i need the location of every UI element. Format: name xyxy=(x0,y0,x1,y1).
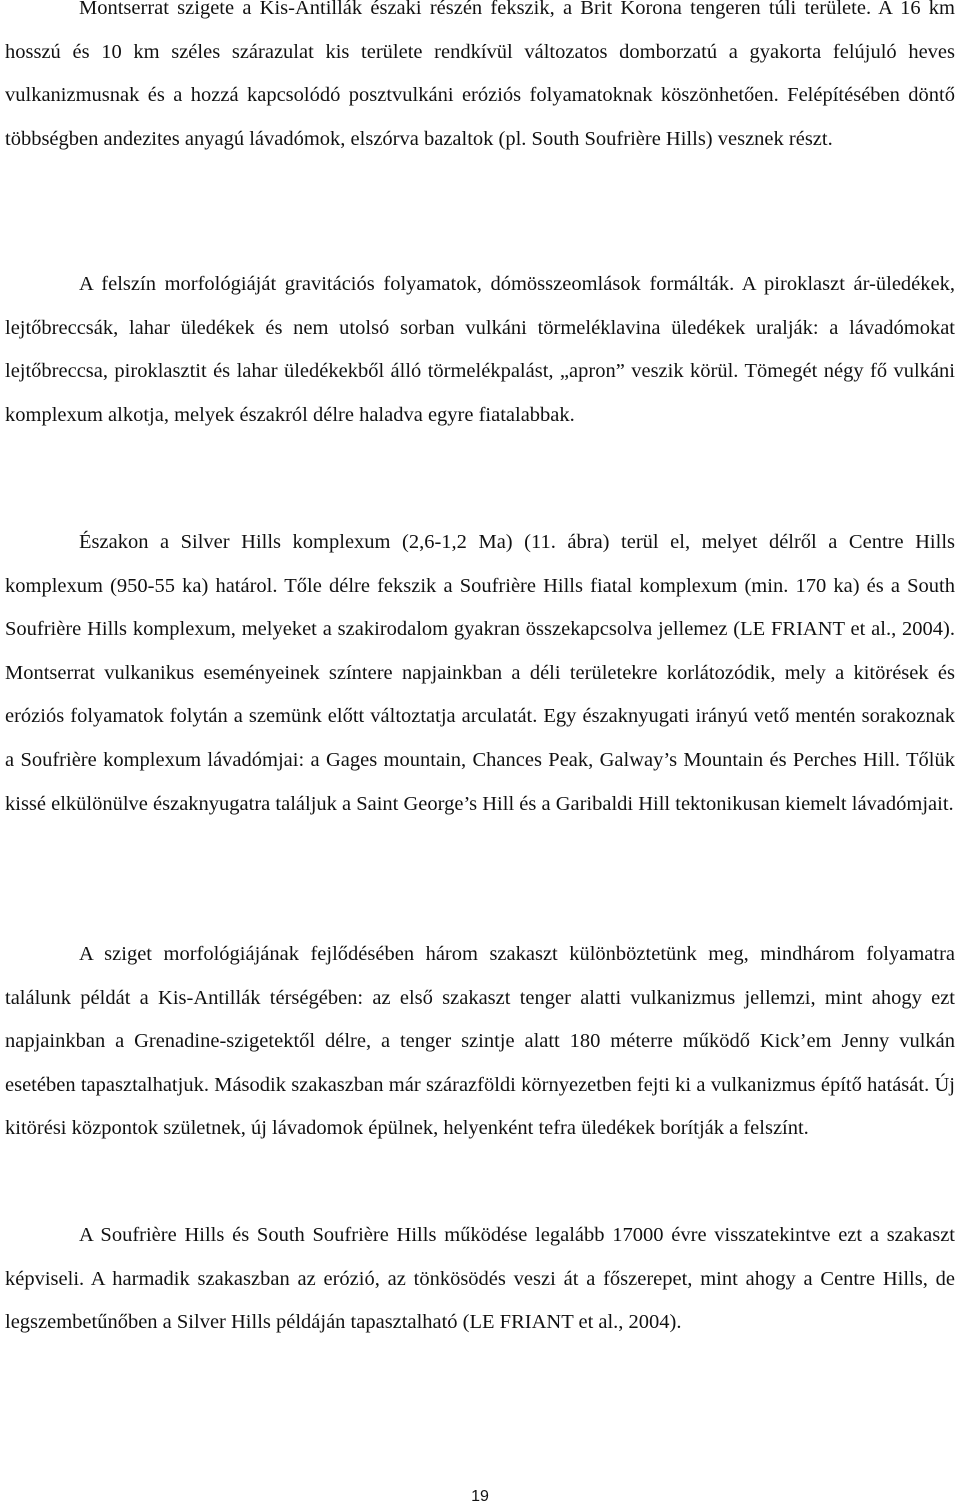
paragraph-4: A sziget morfológiájának fejlődésében három szakaszt különböztetünk meg, mindhárom folyamatra találunk példát a Kis-Antillák térségében: az első szakaszt tenger alatti vulkanizmus jellemzi, mint ahogy ezt napjainkban a Grenadine-szigetektől délre, a tenger szintje alatt 180 méterre működő Kick’em Jenny vulkán esetében tapasztalhatjuk. Második szakaszban már szárazföldi környezetben fejti ki a vulkanizmus építő hatását. Új kitörési központok születnek, új lávadomok épülnek, helyenként tefra üledékek borítják a felszínt. xyxy=(5,943,955,1140)
paragraph-1: Montserrat szigete a Kis-Antillák északi részén fekszik, a Brit Korona tengeren túli területe. A 16 km hosszú és 10 km széles szárazulat kis területe rendkívül változatos domborzatú a gyakorta felújuló heves vulkanizmusnak és a hozzá kapcsolódó posztvulkáni eróziós folyamatoknak köszönhetően. Felépítésében döntő többségben andezites anyagú lávadómok, elszórva bazaltok (pl. South Soufrière Hills) vesznek részt. xyxy=(5,0,955,150)
page-number: 19 xyxy=(471,1488,489,1505)
paragraph-5: A Soufrière Hills és South Soufrière Hills működése legalább 17000 évre visszatekintve ezt a szakaszt képviseli. A harmadik szakaszban az erózió, az tönkösödés veszi át a főszerepet, mint ahogy a Centre Hills, de legszembetűnőben a Silver Hills példáján tapasztalható (LE FRIANT et al., 2004). xyxy=(5,1224,955,1334)
paragraph-3: Északon a Silver Hills komplexum (2,6-1,2 Ma) (11. ábra) terül el, melyet délről a Centre Hills komplexum (950-55 ka) határol. Tőle délre fekszik a Soufrière Hills fiatal komplexum (min. 170 ka) és a South Soufrière Hills komplexum, melyeket a szakirodalom gyakran összekapcsolva jellemez (LE FRIANT et al., 2004). Montserrat vulkanikus eseményeinek színtere napjainkban a déli területekre korlátozódik, mely a kitörések és eróziós folyamatok folytán a szemünk előtt változtatja arculatát. Egy északnyugati irányú vető mentén sorakoznak a Soufrière komplexum lávadómjai: a Gages mountain, Chances Peak, Galway’s Mountain és Perches Hill. Tőlük kissé elkülönülve északnyugatra találjuk a Saint George’s Hill és a Garibaldi Hill tektonikusan kiemelt lávadómjait. xyxy=(5,531,955,815)
paragraph-2: A felszín morfológiáját gravitációs folyamatok, dómösszeomlások formálták. A piroklaszt ár-üledékek, lejtőbreccsák, lahar üledékek és nem utolsó sorban vulkáni törmeléklavina üledékek uralják: a lávadómokat lejtőbreccsa, piroklasztit és lahar üledékekből álló törmelékpalást, „apron” veszik körül. Tömegét négy fő vulkáni komplexum alkotja, melyek északról délre haladva egyre fiatalabbak. xyxy=(5,273,955,426)
